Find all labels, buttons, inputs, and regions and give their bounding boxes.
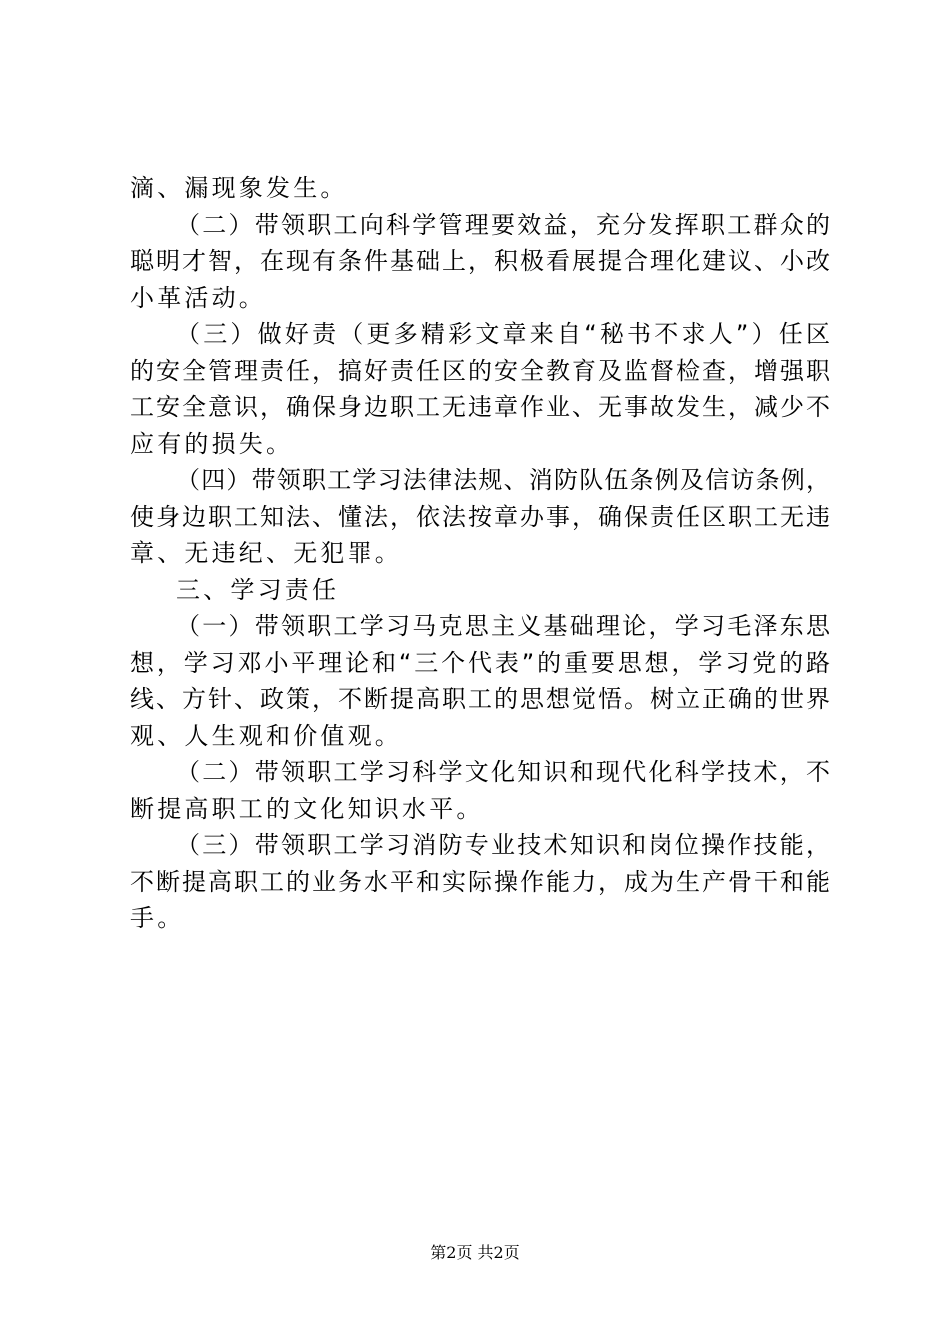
paragraph-line: （一）带领职工学习马克思主义基础理论，学习毛泽东思 [176,612,830,640]
paragraph-line: （二）带领职工学习科学文化知识和现代化科学技术，不 [176,758,830,786]
paragraph-line: 手。 [130,904,185,932]
paragraph-line: 不断提高职工的业务水平和实际操作能力，成为生产骨干和能 [130,867,830,896]
paragraph-line: （三）带领职工学习消防专业技术知识和岗位操作技能， [176,831,830,859]
paragraph-line: 聪明才智，在现有条件基础上，积极看展提合理化建议、小改 [130,247,830,275]
paragraph-line: 滴、漏现象发生。 [130,174,348,202]
paragraph-line: 应有的损失。 [130,429,294,458]
paragraph-line: （三）做好责（更多精彩文章来自“秘书不求人”）任区 [176,320,830,348]
paragraph-line: 工安全意识，确保身边职工无违章作业、无事故发生，减少不 [130,393,830,421]
paragraph-line: 想，学习邓小平理论和“三个代表”的重要思想，学习党的路 [130,648,830,677]
paragraph-line: （二）带领职工向科学管理要效益，充分发挥职工群众的 [176,210,830,239]
section-heading: 三、学习责任 [176,575,340,604]
paragraph-line: 线、方针、政策，不断提高职工的思想觉悟。树立正确的世界 [130,685,830,713]
page-number-footer: 第2页 共2页 [430,1243,520,1262]
paragraph-line: （四）带领职工学习法律法规、消防队伍条例及信访条例， [176,466,830,494]
paragraph-line: 章、无违纪、无犯罪。 [130,539,402,567]
paragraph-line: 观、人生观和价值观。 [130,721,402,750]
paragraph-line: 断提高职工的文化知识水平。 [130,794,484,823]
paragraph-line: 的安全管理责任，搞好责任区的安全教育及监督检查，增强职 [130,356,830,385]
document-body [130,170,830,937]
paragraph-line: 小革活动。 [130,283,266,312]
paragraph-line: 使身边职工知法、懂法，依法按章办事，确保责任区职工无违 [130,502,830,531]
